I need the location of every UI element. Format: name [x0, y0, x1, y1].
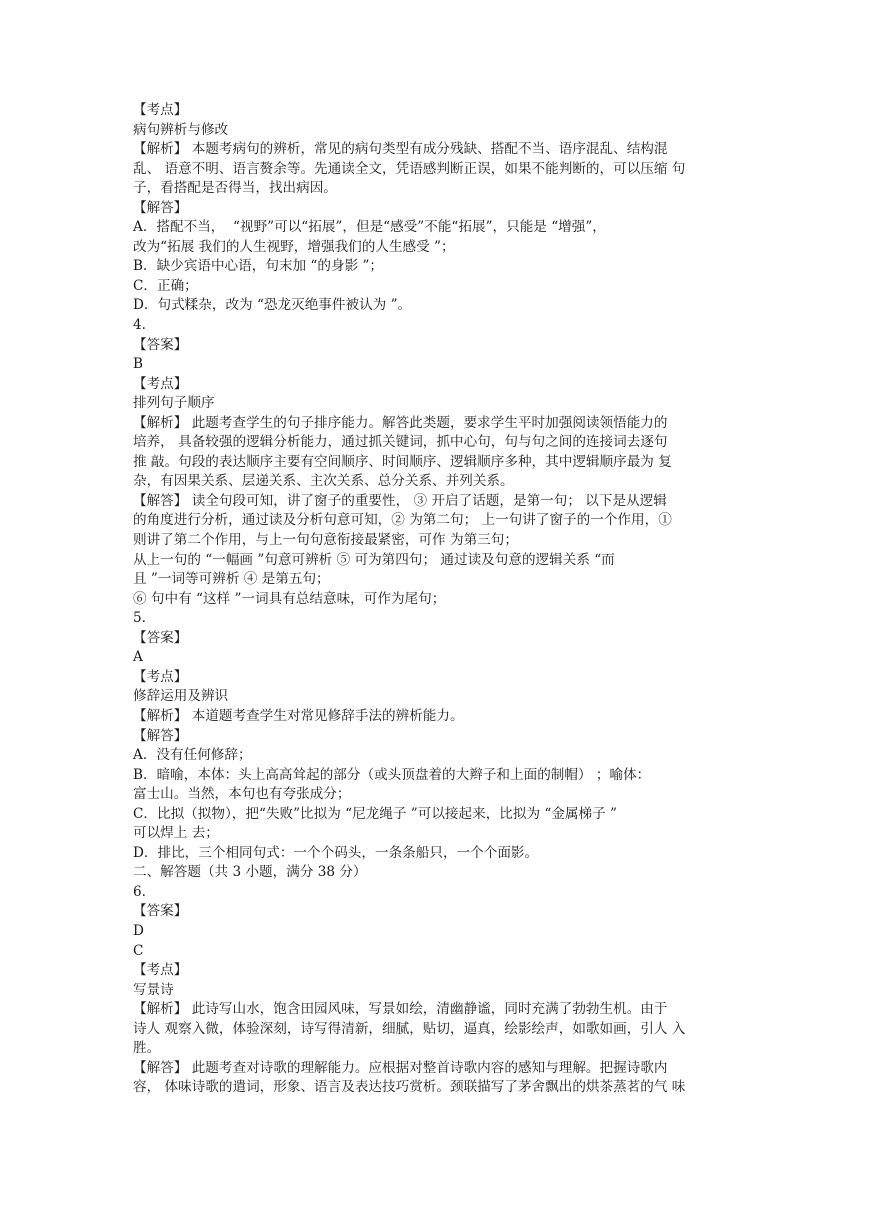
- text-line: C: [133, 942, 144, 959]
- text-line: 诗人 观察入微，体验深刻，诗写得清新，细腻，贴切，逼真，绘影绘声，如歌如画，引人 入: [133, 1020, 686, 1037]
- text-line: 二、解答题（共 3 小题，满分 38 分）: [133, 864, 367, 881]
- text-line: C．正确；: [133, 277, 198, 294]
- text-line: 【考点】: [133, 375, 188, 392]
- text-line: 【解析】 此题考查学生的句子排序能力。解答此类题，要求学生平时加强阅读领悟能力的: [133, 414, 668, 431]
- text-line: 则讲了第二个作用，与上一句句意衔接最紧密，可作 为第三句；: [133, 532, 518, 549]
- text-line: 杂，有因果关系、层递关系、主次关系、总分关系、并列关系。: [133, 473, 514, 490]
- text-line: 子，看搭配是否得当，找出病因。: [133, 180, 337, 197]
- text-line: D．排比，三个相同句式：一个个码头，一条条船只，一个个面影。: [133, 844, 539, 861]
- text-line: 【考点】: [133, 962, 188, 979]
- text-line: 【解答】 读全句段可知，讲了窗子的重要性， ③ 开启了话题，是第一句； 以下是从逻辑: [133, 492, 667, 509]
- text-line: 4.: [133, 317, 146, 334]
- text-line: 【考点】: [133, 102, 188, 118]
- text-line: 容， 体味诗歌的遣词，形象、语言及表达技巧赏析。颈联描写了茅舍飘出的烘茶蒸茗的气 味: [133, 1079, 686, 1096]
- text-line: 【答案】: [133, 903, 188, 920]
- text-line: 【解答】: [133, 727, 188, 744]
- text-line: 改为“拓展 我们的人生视野，增强我们的人生感受 ”；: [133, 238, 455, 255]
- document-body: [133, 101, 743, 1098]
- text-line: 【考点】: [133, 668, 188, 685]
- text-line: 推 敲。句段的表达顺序主要有空间顺序、时间顺序、逻辑顺序多种，其中逻辑顺序最为 复: [133, 453, 672, 470]
- text-line: 【答案】: [133, 629, 188, 646]
- text-line: A．搭配不当， “视野”可以“拓展”，但是“感受”不能“拓展”，只能是 “增强”，: [133, 219, 606, 236]
- text-line: 从上一句的 “一幅画 ”句意可辨析 ⑤ 可为第四句； 通过读及句意的逻辑关系 “而: [133, 551, 615, 568]
- text-line: 【解答】: [133, 199, 188, 216]
- text-line: 富士山。当然，本句也有夸张成分；: [133, 786, 351, 803]
- text-line: D: [133, 922, 144, 939]
- text-line: D．句式糅杂，改为 “恐龙灭绝事件被认为 ”。: [133, 297, 412, 314]
- text-line: 【解析】 此诗写山水，饱含田园风味，写景如绘，清幽静谧，同时充满了勃勃生机。由于: [133, 1001, 668, 1018]
- text-line: 【解答】 此题考查对诗歌的理解能力。应根据对整首诗歌内容的感知与理解。把握诗歌内: [133, 1059, 668, 1076]
- text-line: 6.: [133, 883, 146, 900]
- text-line: 写景诗: [133, 981, 174, 998]
- text-line: 修辞运用及辨识: [133, 688, 229, 705]
- text-line: 可以焊上 去；: [133, 825, 219, 842]
- text-line: 【解析】 本道题考查学生对常见修辞手法的辨析能力。: [133, 707, 464, 724]
- text-line: ⑥ 句中有 “这样 ”一词具有总结意味，可作为尾句；: [133, 590, 446, 607]
- text-line: 【答案】: [133, 336, 188, 353]
- text-line: B．暗喻，本体：头上高高耸起的部分（或头顶盘着的大辫子和上面的制帽） ；喻体：: [133, 766, 651, 783]
- text-line: 的角度进行分析，通过读及分析句意可知，② 为第二句； 上一句讲了窗子的一个作用，①: [133, 512, 672, 529]
- text-line: C．比拟（拟物），把“失败”比拟为 “尼龙绳子 ”可以接起来，比拟为 “金属梯子 ”: [133, 805, 617, 822]
- text-line: 胜。: [133, 1040, 161, 1057]
- text-line: 5.: [133, 610, 146, 627]
- text-line: 病句辨析与修改: [133, 121, 229, 138]
- text-line: A．没有任何修辞；: [133, 747, 252, 764]
- text-line: A: [133, 649, 143, 666]
- text-line: 乱、 语意不明、语言赘余等。先通读全文，凭语感判断正误，如果不能判断的，可以压缩 句: [133, 160, 686, 177]
- text-line: 培养， 具备较强的逻辑分析能力，通过抓关键词，抓中心句，句与句之间的连接词去逐句: [133, 434, 668, 451]
- text-line: 排列句子顺序: [133, 395, 215, 412]
- text-line: 且 ”一词等可辨析 ④ 是第五句；: [133, 571, 330, 588]
- text-line: 【解析】 本题考病句的辨析，常见的病句类型有成分残缺、搭配不当、语序混乱、结构混: [133, 141, 668, 158]
- text-line: B: [133, 356, 143, 373]
- text-line: B．缺少宾语中心语，句末加 “的身影 ”；: [133, 258, 384, 275]
